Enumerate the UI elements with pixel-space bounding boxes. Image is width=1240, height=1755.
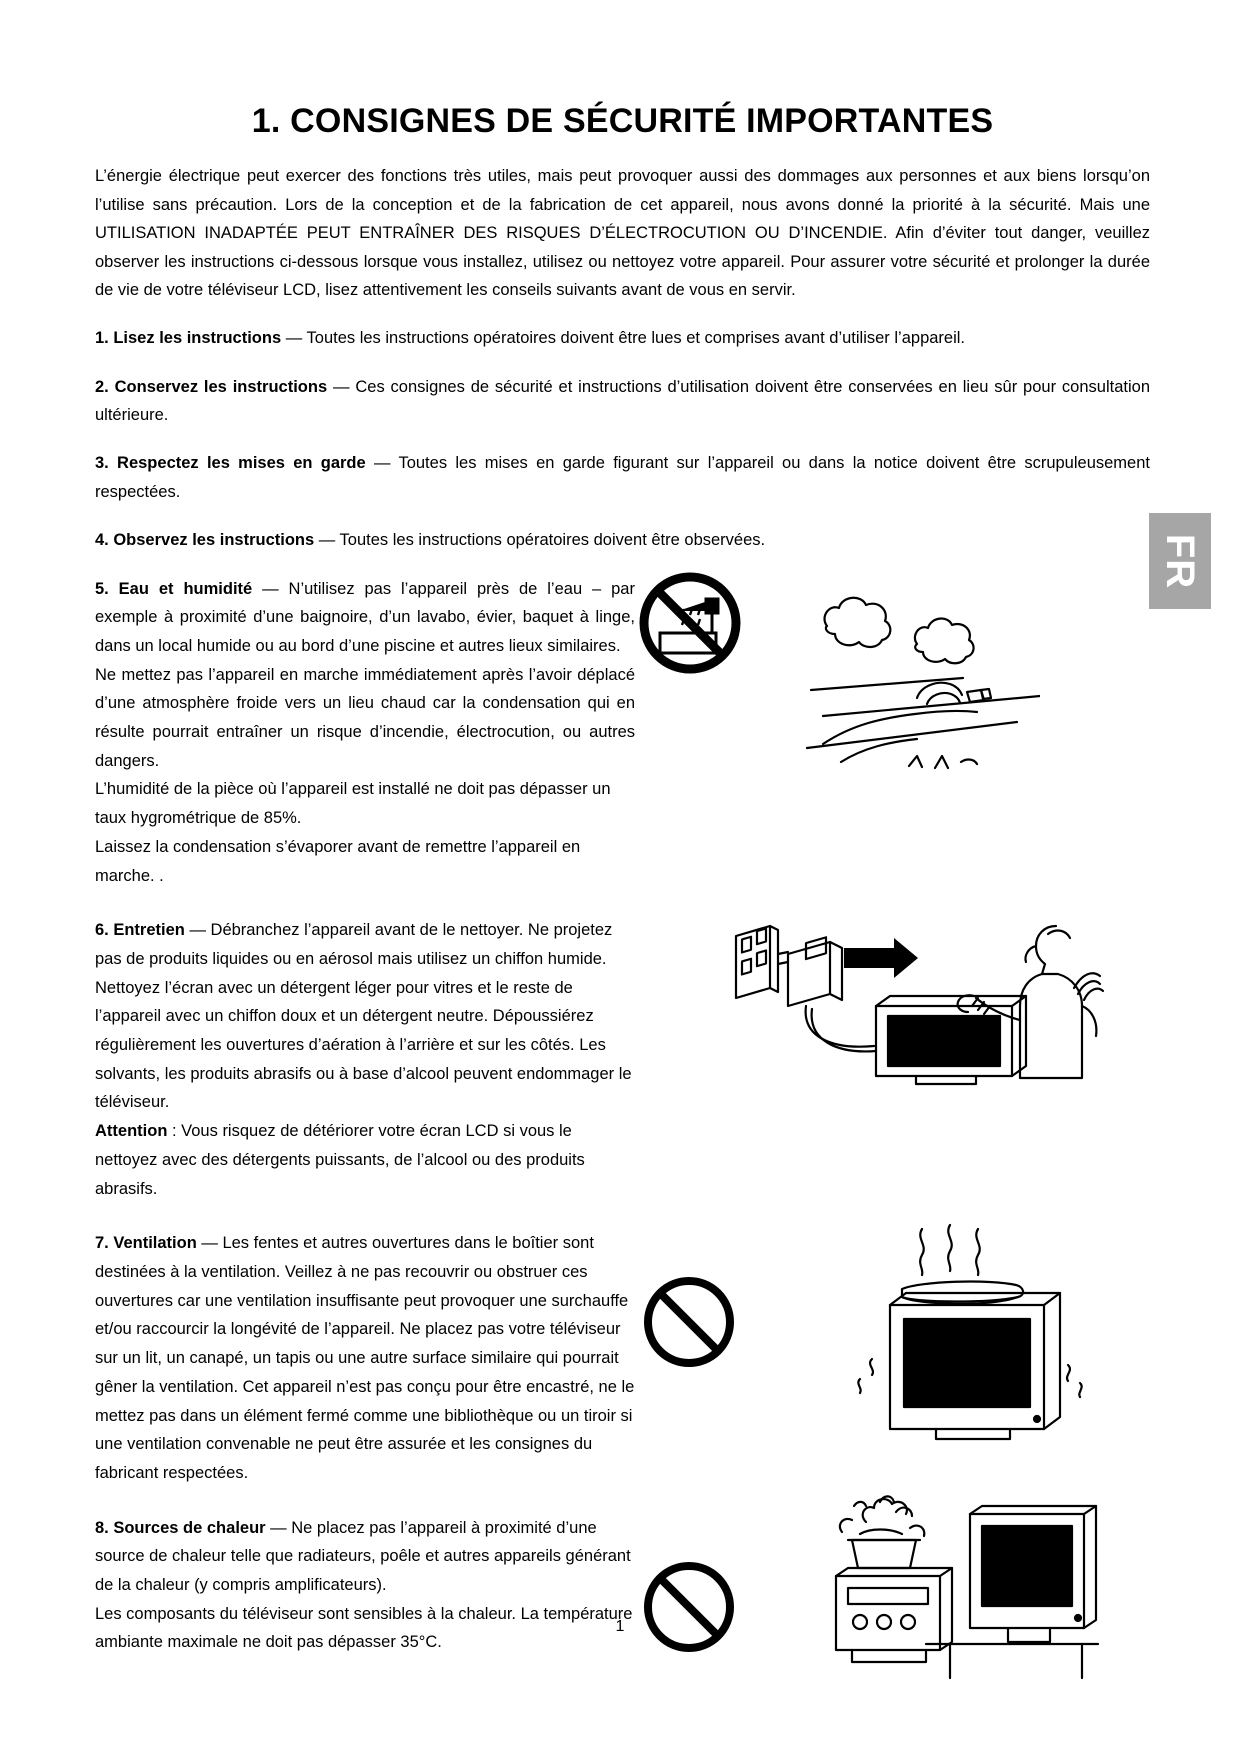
safety-item-6-dash: — [184,921,211,940]
safety-item-5-para2: Ne mettez pas l’appareil en marche immédiatement après l’avoir déplacé d’une atmosphère froide vers un lieu chaud car la condensation qui en résulte pourrait entraîner un risque d’incendie, électrocution, ou autres dangers. [95,665,635,770]
safety-item-4-dash: — [314,531,340,550]
page-number: 1 [615,1618,625,1635]
safety-item-1-body: Toutes les instructions opératoires doivent être lues et comprises avant d’utiliser l’appareil. [306,329,966,348]
safety-item-2 [95,373,1150,430]
safety-item-7-title: 7. Ventilation [95,1234,197,1253]
safety-item-8-dash: — [265,1518,292,1537]
safety-item-5-block [95,575,1150,891]
safety-item-5-dash: — [252,579,289,598]
no-water-shower-sign-icon [634,567,746,679]
safety-item-7-block [95,1229,1150,1487]
safety-item-3 [95,449,1150,506]
safety-item-2-dash: — [327,377,356,396]
safety-item-7 [95,1229,635,1487]
safety-item-7-body: Les fentes et autres ouvertures dans le boîtier sont destinées à la ventilation. Veillez à ne pas recouvrir ou obstruer ces ouvertures car une ventilation insuffisante peut provoquer une surchauffe et/ou raccourcir la longévité de l’appareil. Ne placez pas votre téléviseur sur un lit, un canapé, un tapis ou une autre surface similaire qui pourrait gêner la ventilation. Cet appareil n’est pas conçu pour être encastré, ne le mettez pas dans un élément fermé comme une bibliothèque ou un tiroir si une ventilation convenable ne peut être assurée et les consignes du fabricant respectées. [95,1234,635,1482]
safety-item-5-para4: Laissez la condensation s’évaporer avant de remettre l’appareil en marche. . [95,837,581,885]
safety-item-6 [95,916,635,1117]
page-title: 1. CONSIGNES DE SÉCURITÉ IMPORTANTES [251,102,994,140]
safety-item-5-body: N’utilisez pas l’appareil près de l’eau – par exemple à proximité d’une baignoire, d’un lavabo, évier, baquet à linge, dans un local humide ou au bord d’une piscine et autres lieux similaires. [95,579,635,655]
safety-item-6-caution [95,1117,635,1203]
safety-item-5-title: 5. Eau et humidité [95,579,253,598]
safety-item-3-title: 3. Respectez les mises en garde [95,454,366,473]
safety-item-2-body: Ces consignes de sécurité et instructions d’utilisation doivent être conservées en lieu sûr pour consultation ultérieure. [95,377,1150,425]
caution-label: Attention [95,1122,168,1141]
no-heat-source-sign-icon [640,1558,738,1656]
safety-item-3-body: Toutes les mises en garde figurant sur l’appareil ou dans la notice doivent être scrupuleusement respectées. [95,454,1150,501]
safety-item-8-body: Ne placez pas l’appareil à proximité d’une source de chaleur telle que radiateurs, poêle et autres appareils générant de la chaleur (y compris amplificateurs). [95,1518,631,1595]
no-blocking-vents-sign-icon [640,1273,738,1371]
safety-item-3-dash: — [365,454,399,473]
safety-item-6-body: Débranchez l’appareil avant de le nettoyer. Ne projetez pas de produits liquides ou en aérosol mais utilisez un chiffon humide. Nettoyez l’écran avec un détergent léger pour vitres et le reste de l’appareil avec un chiffon doux et un détergent neutre. Dépoussiérez régulièrement les ouvertures d’aération à l’arrière et sur les côtés. Les solvants, les produits abrasifs ou à base d’alcool peuvent endommager le téléviseur. [95,921,632,1112]
safety-item-2-title: 2. Conservez les instructions [95,377,328,396]
unplug-and-wipe-screen-illustration [726,910,1126,1090]
safety-item-8-para2: Les composants du téléviseur sont sensibles à la chaleur. La température ambiante maximale ne doit pas dépasser 35°C. [95,1604,633,1652]
tv-overheating-illustration [840,1223,1090,1453]
safety-item-4 [95,526,1150,554]
safety-item-5-para3: L’humidité de la pièce où l’appareil est installé ne doit pas dépasser un taux hygrométrique de 85%. [95,780,611,828]
safety-item-6-title: 6. Entretien [95,921,185,940]
safety-item-7-dash: — [196,1234,223,1253]
safety-item-6-block [95,916,1150,1203]
safety-item-1 [95,324,1150,352]
water-scene-pool-illustration [805,570,1040,770]
safety-item-8-title: 8. Sources de chaleur [95,1518,266,1537]
page-content [95,103,1150,1657]
intro-paragraph: L’énergie électrique peut exercer des fonctions très utiles, mais peut provoquer aussi des dommages aux personnes et aux biens lorsqu’on l’utilise sans précaution. Lors de la conception et de la fabrication de cet appareil, nous avons donné la priorité à la sécurité. Mais une UTILISATION INADAPTÉE PEUT ENTRAÎNER DES RISQUES D’ÉLECTROCUTION OU D’INCENDIE. Afin d’éviter tout danger, veuillez observer les instructions ci-dessous lorsque vous installez, utilisez ou nettoyez votre appareil. Pour assurer votre sécurité et prolonger la durée de vie de votre téléviseur LCD, lisez attentivement les conseils suivants avant de vous en servir. [95,167,1150,299]
safety-item-5 [95,575,635,661]
language-tab-fr [1149,513,1211,609]
language-tab-label: FR [1158,533,1203,589]
safety-item-8 [95,1514,635,1600]
safety-item-4-body: Toutes les instructions opératoires doivent être observées. [339,531,766,550]
stove-next-to-tv-illustration [830,1492,1100,1682]
safety-item-1-title: 1. Lisez les instructions [95,329,282,348]
safety-item-4-title: 4. Observez les instructions [95,531,315,550]
safety-item-1-dash: — [281,329,307,348]
caution-body: : Vous risquez de détériorer votre écran LCD si vous le nettoyez avec des détergents puissants, de l’alcool ou des produits abrasifs. [95,1122,585,1198]
